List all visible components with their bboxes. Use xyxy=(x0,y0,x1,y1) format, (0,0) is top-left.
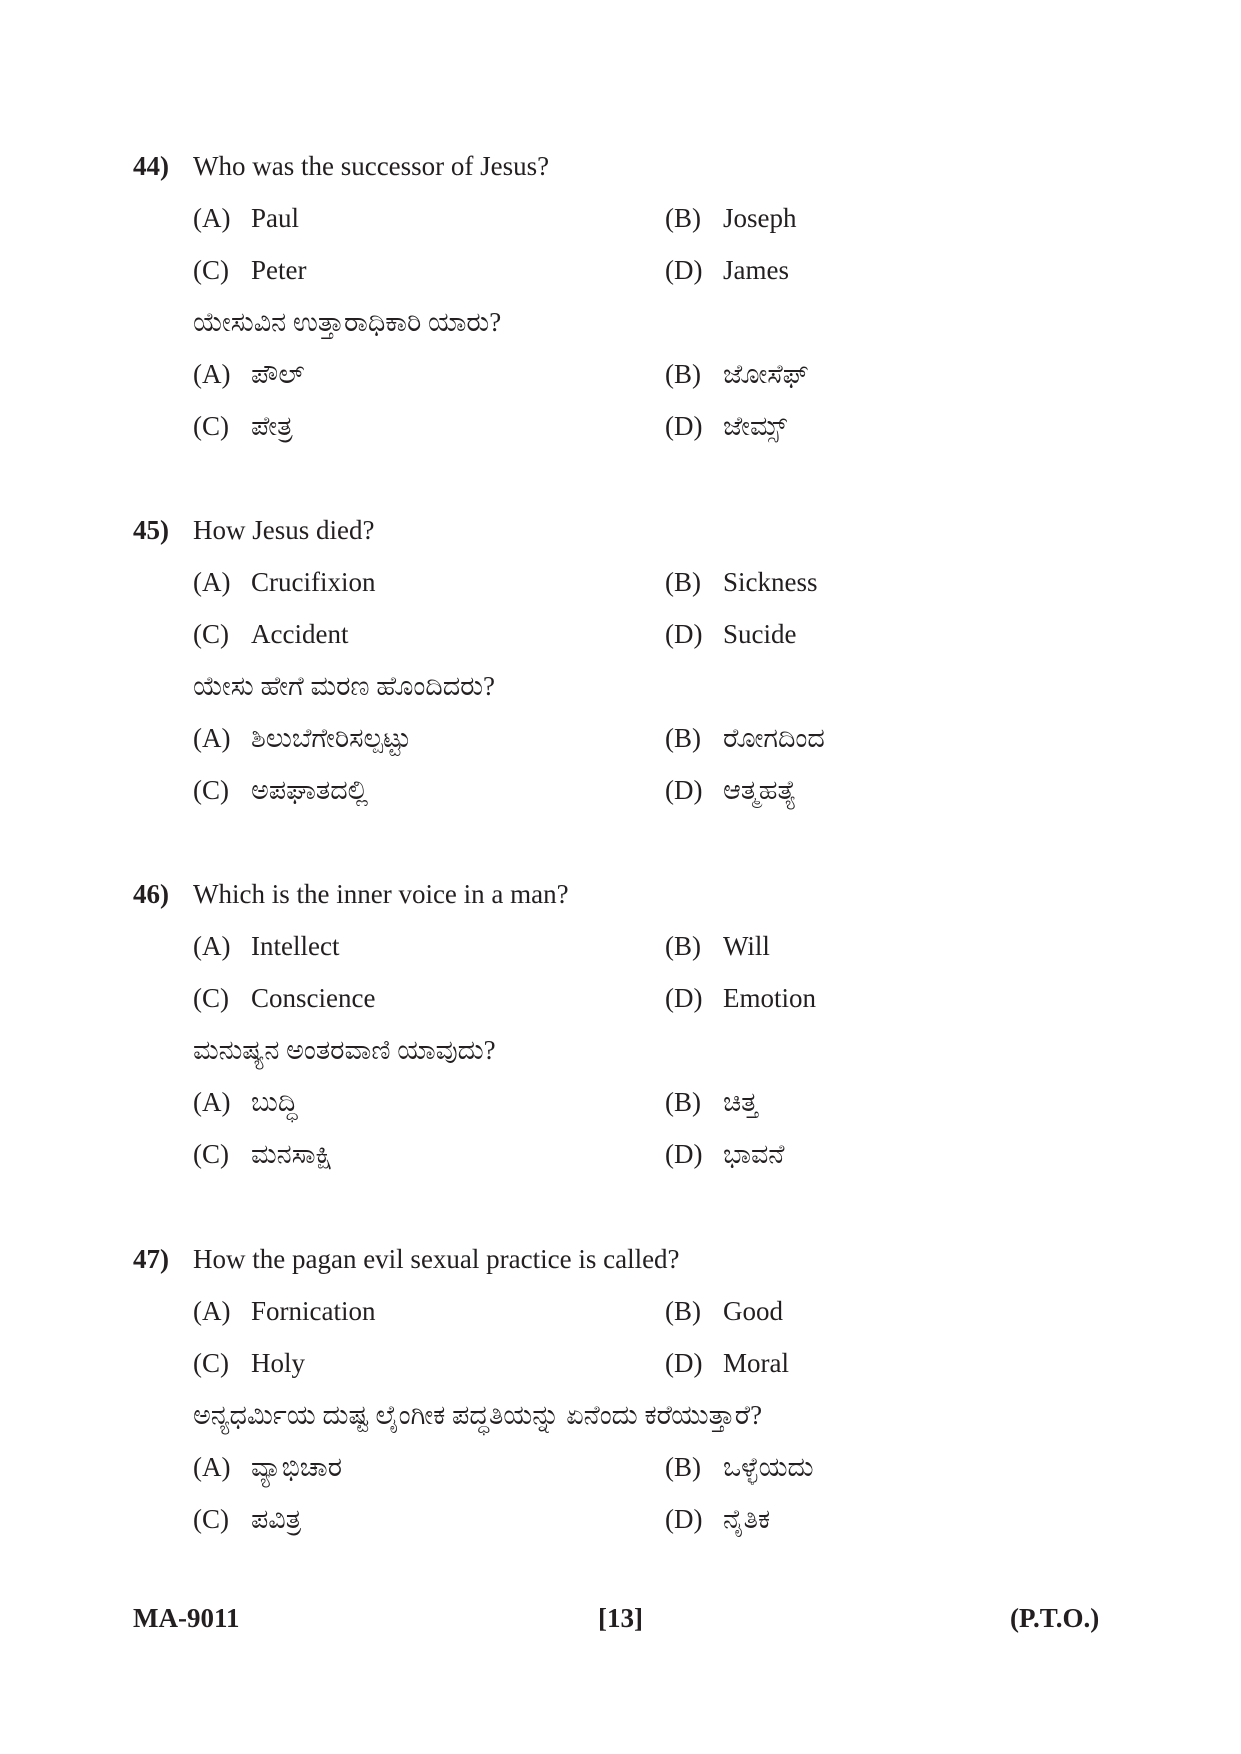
question-44 xyxy=(133,146,1133,458)
options-row-kannada xyxy=(133,718,1133,770)
option-a: (A) Crucifixion xyxy=(193,567,376,597)
option-a: (A) Intellect xyxy=(193,931,340,961)
question-47 xyxy=(133,1239,1133,1551)
options-row-kannada xyxy=(133,1082,1133,1134)
question-text-kannada: ಅನ್ಯಧರ್ಮಿಯ ದುಷ್ಟ ಲೈಂಗೀಕ ಪದ್ಧತಿಯನ್ನು ಏನೆಂದು ಕರೆಯುತ್ತಾರೆ? xyxy=(193,1400,763,1430)
option-b-kannada: (B) ರೋಗದಿಂದ xyxy=(665,723,825,753)
option-b: (B) Sickness xyxy=(665,567,818,597)
option-b: (B) Good xyxy=(665,1296,783,1326)
option-d: (D) James xyxy=(665,255,789,285)
option-d: (D) Emotion xyxy=(665,983,816,1013)
option-c-kannada: (C) ಅಪಘಾತದಲ್ಲಿ xyxy=(193,775,369,805)
options-row xyxy=(133,1343,1133,1395)
question-row-kannada xyxy=(133,302,1133,354)
option-b-kannada: (B) ಜೋಸೆಫ್ xyxy=(665,359,809,389)
question-row-kannada xyxy=(133,666,1133,718)
option-c-kannada: (C) ಪವಿತ್ರ xyxy=(193,1504,302,1534)
footer-paper-code: MA-9011 xyxy=(133,1603,240,1633)
option-b: (B) Will xyxy=(665,931,770,961)
options-row-kannada xyxy=(133,1447,1133,1499)
question-row xyxy=(133,146,1133,198)
question-text-english: How Jesus died? xyxy=(193,515,375,545)
option-d: (D) Sucide xyxy=(665,619,797,649)
question-row-kannada xyxy=(133,1395,1133,1447)
question-text-english: Which is the inner voice in a man? xyxy=(193,879,569,909)
option-b-kannada: (B) ಚಿತ್ತ xyxy=(665,1087,758,1117)
option-a: (A) Fornication xyxy=(193,1296,376,1326)
options-row xyxy=(133,562,1133,614)
question-46 xyxy=(133,874,1133,1186)
option-a-kannada: (A) ಬುದ್ಧಿ xyxy=(193,1087,298,1117)
footer-pto: (P.T.O.) xyxy=(1010,1603,1100,1633)
options-row-kannada xyxy=(133,1499,1133,1551)
options-row-kannada xyxy=(133,1134,1133,1186)
option-a-kannada: (A) ವ್ಯಾಭಿಚಾರ xyxy=(193,1452,342,1482)
options-row xyxy=(133,614,1133,666)
question-text-english: Who was the successor of Jesus? xyxy=(193,151,550,181)
question-text-english: How the pagan evil sexual practice is called? xyxy=(193,1244,680,1274)
options-row xyxy=(133,198,1133,250)
options-row-kannada xyxy=(133,354,1133,406)
option-c: (C) Accident xyxy=(193,619,349,649)
option-a-kannada: (A) ಪೌಲ್ xyxy=(193,359,305,389)
footer-page-number: [13] xyxy=(598,1603,643,1633)
option-b: (B) Joseph xyxy=(665,203,797,233)
option-d-kannada: (D) ಆತ್ಮಹತ್ಯೆ xyxy=(665,775,797,805)
option-d-kannada: (D) ನೈತಿಕ xyxy=(665,1504,771,1534)
option-a: (A) Paul xyxy=(193,203,300,233)
question-number: 46) xyxy=(133,879,169,909)
option-d-kannada: (D) ಜೇಮ್ಸ್ xyxy=(665,411,788,441)
options-row-kannada xyxy=(133,770,1133,822)
question-45 xyxy=(133,510,1133,822)
question-text-kannada: ಮನುಷ್ಯನ ಅಂತರವಾಣಿ ಯಾವುದು? xyxy=(193,1035,496,1065)
question-row xyxy=(133,510,1133,562)
option-d: (D) Moral xyxy=(665,1348,789,1378)
option-d-kannada: (D) ಭಾವನೆ xyxy=(665,1139,785,1169)
option-c-kannada: (C) ಪೇತ್ರ xyxy=(193,411,293,441)
option-a-kannada: (A) ಶಿಲುಬೆಗೇರಿಸಲ್ಪಟ್ಟು xyxy=(193,723,412,753)
options-row xyxy=(133,1291,1133,1343)
question-row-kannada xyxy=(133,1030,1133,1082)
option-b-kannada: (B) ಒಳ್ಳೆಯದು xyxy=(665,1452,814,1482)
option-c: (C) Conscience xyxy=(193,983,376,1013)
question-text-kannada: ಯೇಸುವಿನ ಉತ್ತಾರಾಧಿಕಾರಿ ಯಾರು? xyxy=(193,307,502,337)
options-row xyxy=(133,250,1133,302)
question-row xyxy=(133,1239,1133,1291)
question-row xyxy=(133,874,1133,926)
options-row xyxy=(133,978,1133,1030)
question-text-kannada: ಯೇಸು ಹೇಗೆ ಮರಣ ಹೊಂದಿದರು? xyxy=(193,671,496,701)
options-row-kannada xyxy=(133,406,1133,458)
options-row xyxy=(133,926,1133,978)
option-c: (C) Peter xyxy=(193,255,307,285)
option-c-kannada: (C) ಮನಸಾಕ್ಷಿ xyxy=(193,1139,333,1169)
option-c: (C) Holy xyxy=(193,1348,305,1378)
question-number: 44) xyxy=(133,151,169,181)
question-number: 45) xyxy=(133,515,169,545)
question-number: 47) xyxy=(133,1244,169,1274)
